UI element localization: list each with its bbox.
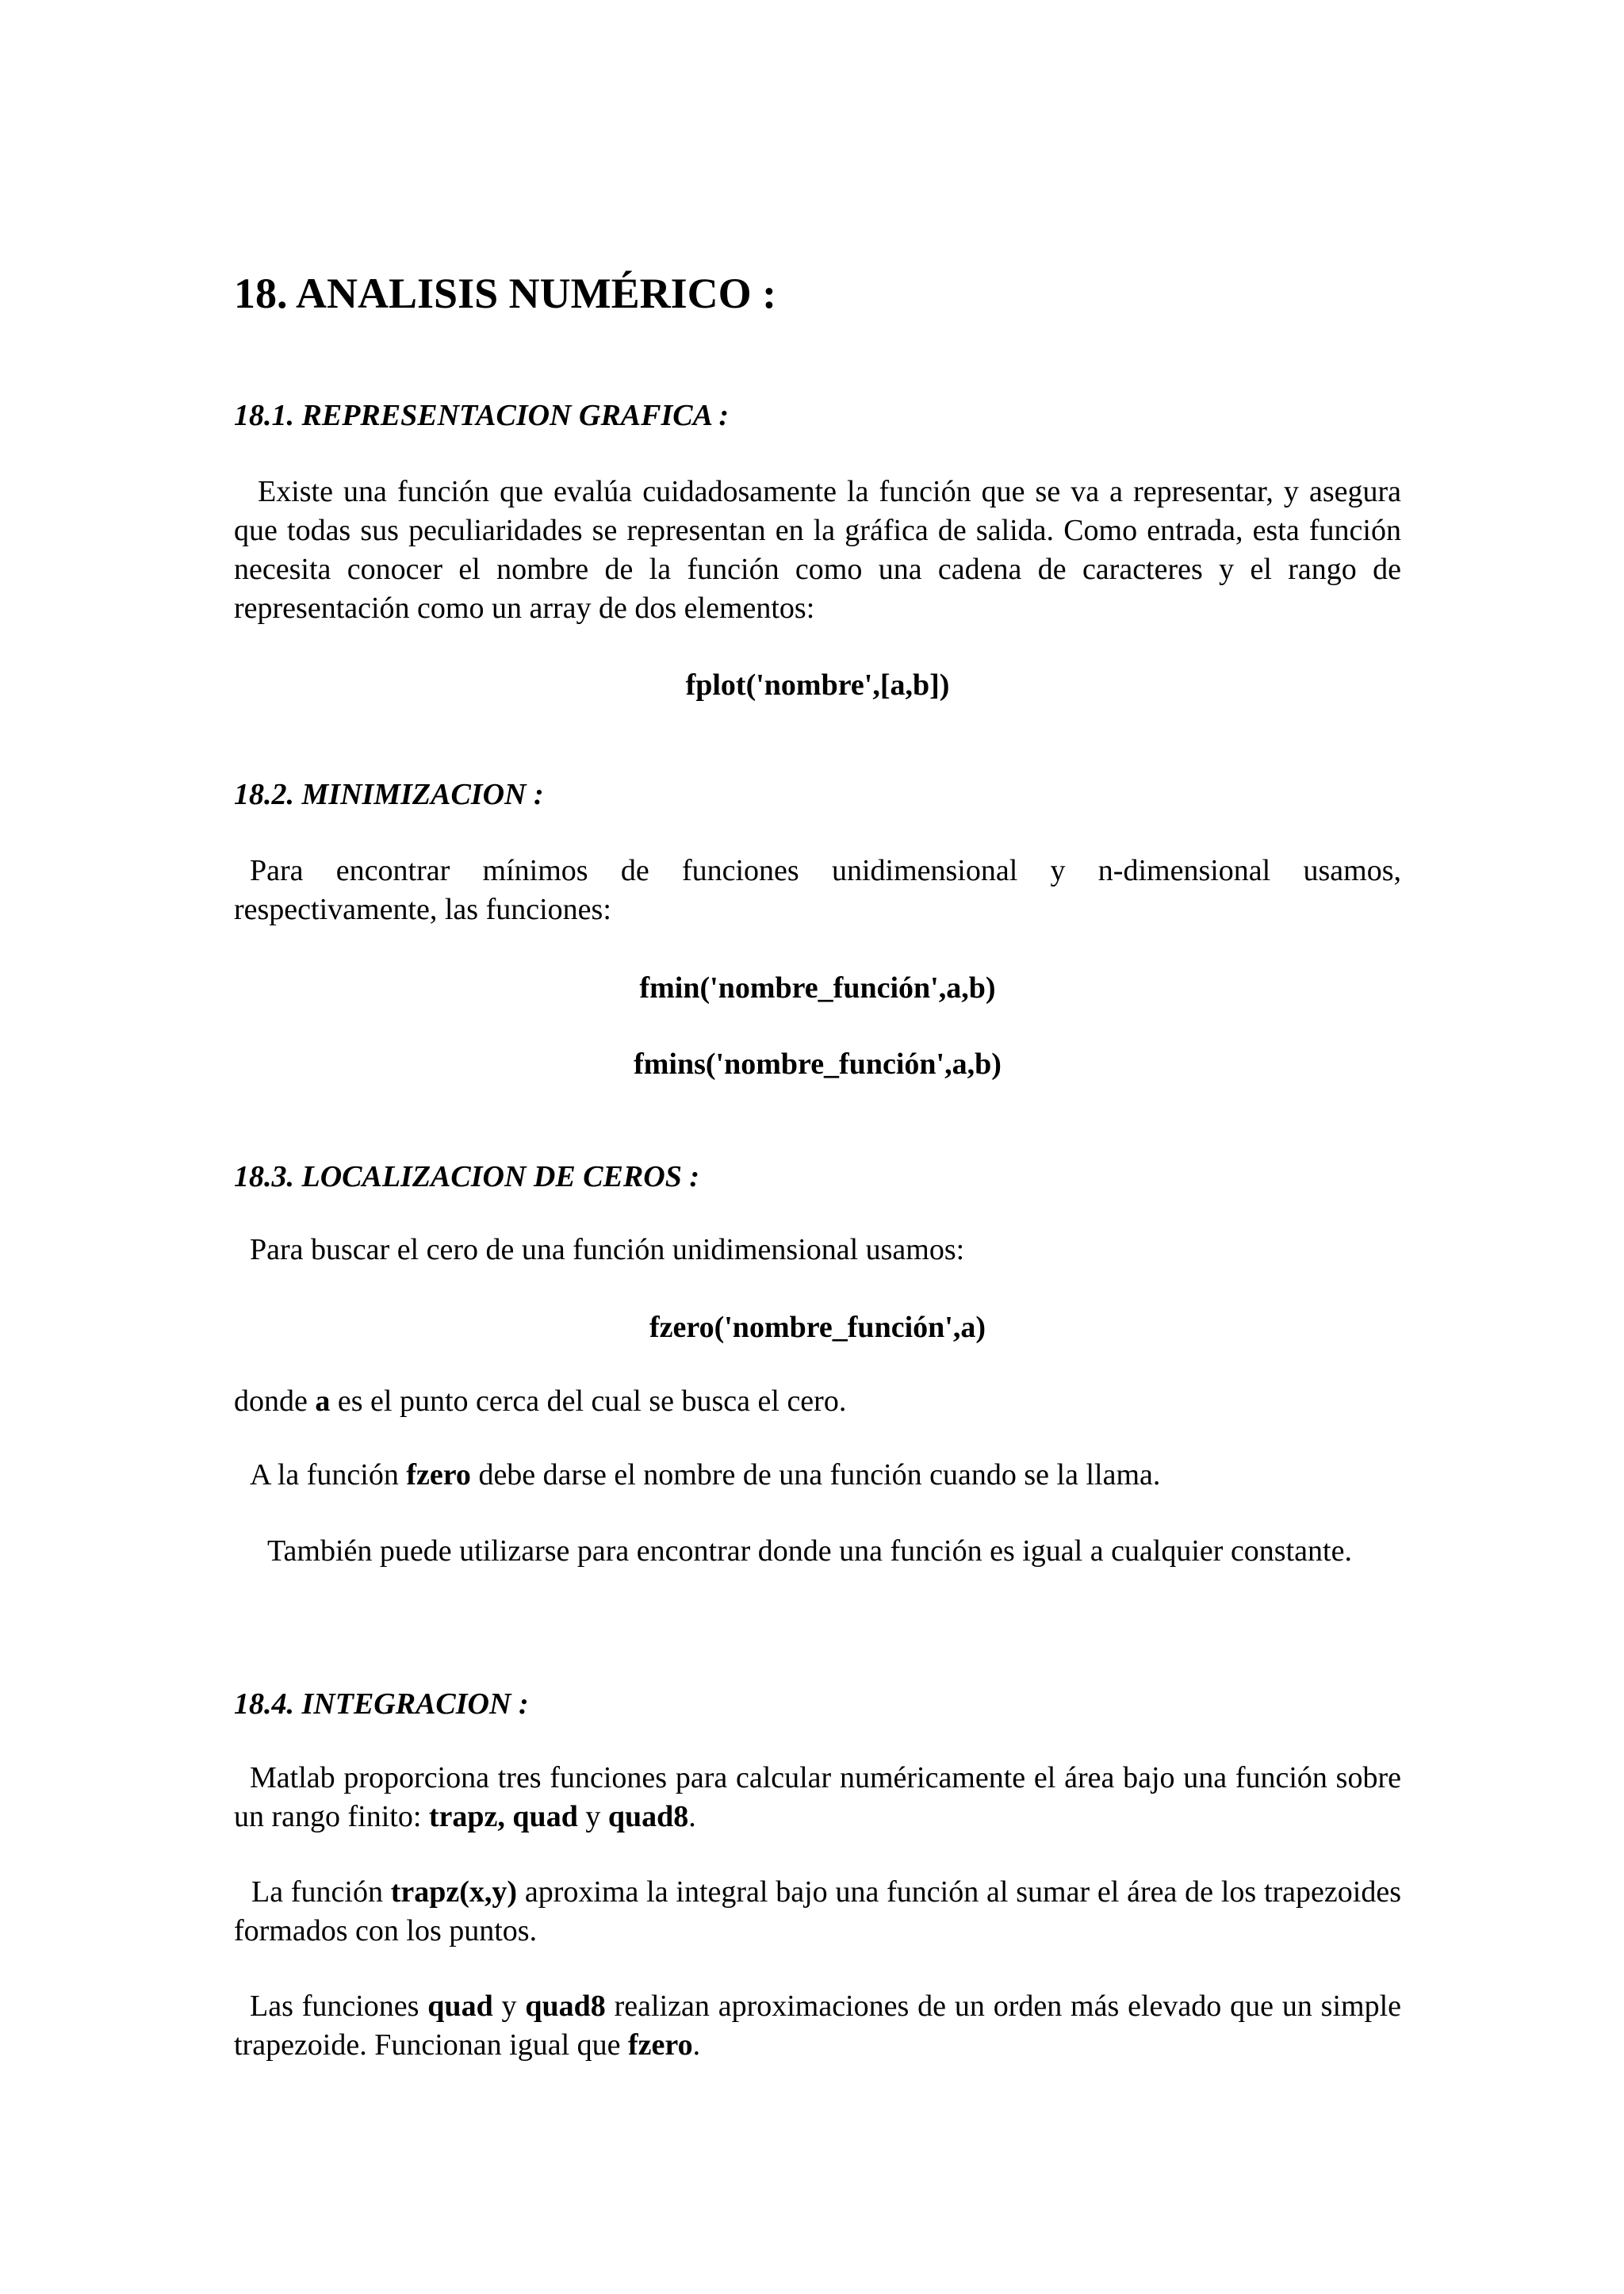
text: . — [692, 2028, 701, 2062]
section-heading-18-3: 18.3. LOCALIZACION DE CEROS : — [234, 1160, 699, 1193]
text: Las funciones — [250, 1990, 428, 2023]
text: A la función — [250, 1458, 407, 1492]
section-heading-18-1: 18.1. REPRESENTACION GRAFICA : — [234, 399, 730, 432]
section-heading-18-4: 18.4. INTEGRACION : — [234, 1687, 529, 1721]
section-18-2-paragraph: Para encontrar mínimos de funciones unidimensional y n-dimensional usamos, respectivamente, las funciones: — [234, 854, 1401, 926]
section-18-3-paragraph-1: Para buscar el cero de una función unidimensional usamos: — [250, 1233, 965, 1266]
section-18-3-paragraph-4: También puede utilizarse para encontrar donde una función es igual a cualquier constante. — [267, 1534, 1352, 1568]
text: y — [492, 1990, 526, 2023]
section-18-4-paragraph-3 — [234, 1987, 1401, 2065]
text: La función — [251, 1875, 391, 1909]
text: es el punto cerca del cual se busca el cero. — [330, 1384, 847, 1418]
section-18-4-paragraph-1 — [234, 1759, 1401, 1836]
section-18-3-paragraph-2 — [234, 1382, 1401, 1421]
code-fzero: fzero('nombre_función',a) — [649, 1311, 986, 1344]
section-18-4-paragraph-2 — [234, 1873, 1401, 1951]
code-fmin: fmin('nombre_función',a,b) — [639, 971, 996, 1005]
chapter-title: 18. ANALISIS NUMÉRICO : — [234, 270, 777, 317]
section-18-1-paragraph: Existe una función que evalúa cuidadosamente la función que se va a representar, y asegura que todas sus peculiaridades se representan en la gráfica de salida. Como entrada, esta función necesita conocer el nombre de la función como una cadena de caracteres y el rango de representación como un array de dos elementos: — [234, 475, 1401, 625]
bold-term: trapz(x,y) — [390, 1875, 518, 1909]
code-fplot: fplot('nombre',[a,b]) — [685, 668, 950, 702]
bold-term: fzero — [628, 2028, 693, 2062]
bold-term: fzero — [406, 1458, 471, 1492]
bold-term: a — [315, 1384, 331, 1418]
text: aproxima la integral bajo una función al sumar el área de los trapezoides formados con los puntos. — [234, 1875, 1401, 1947]
text: Matlab proporciona tres funciones para calcular numéricamente el área bajo una función sobre un rango finito: — [234, 1761, 1401, 1833]
text: realizan aproximaciones de un orden más elevado que un simple trapezoide. Funcionan igual que — [234, 1990, 1401, 2062]
section-18-3-paragraph-3 — [234, 1456, 1401, 1495]
bold-term: trapz, quad — [428, 1800, 578, 1833]
code-fmins: fmins('nombre_función',a,b) — [634, 1047, 1002, 1081]
bold-term: quad8 — [525, 1990, 606, 2023]
text: y — [577, 1800, 608, 1833]
text: . — [688, 1800, 696, 1833]
bold-term: quad — [427, 1990, 493, 2023]
section-heading-18-2: 18.2. MINIMIZACION : — [234, 778, 544, 811]
text: debe darse el nombre de una función cuando se la llama. — [470, 1458, 1161, 1492]
bold-term: quad8 — [607, 1800, 689, 1833]
text: donde — [234, 1384, 316, 1418]
